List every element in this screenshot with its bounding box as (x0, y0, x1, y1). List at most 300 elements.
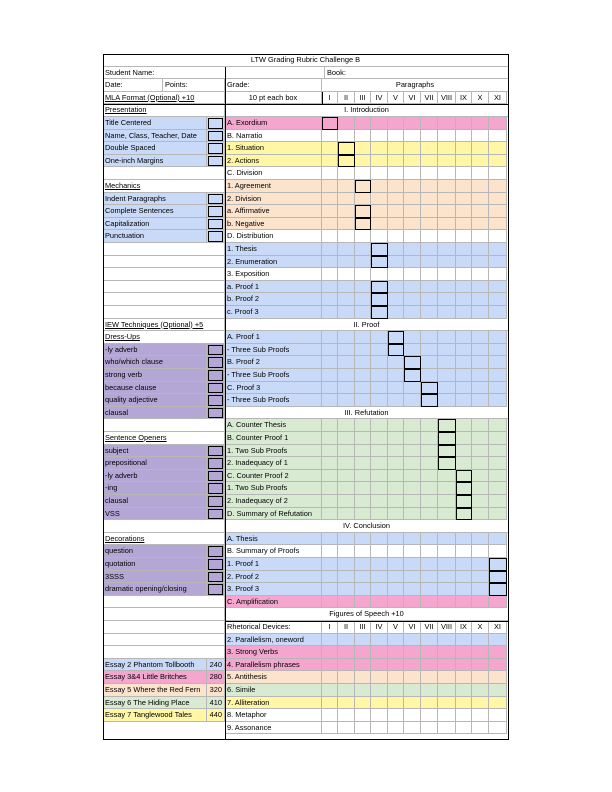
paragraph-score-cell[interactable] (322, 684, 338, 697)
paragraph-score-cell (472, 571, 489, 584)
paragraph-score-cell[interactable] (404, 671, 421, 684)
paragraph-score-cell[interactable] (489, 659, 507, 672)
paragraph-score-cell (388, 293, 404, 306)
left-score-box[interactable] (208, 219, 223, 230)
paragraph-score-cell[interactable] (371, 646, 388, 659)
paragraph-score-cell (355, 243, 371, 256)
paragraph-score-box[interactable] (371, 243, 388, 256)
rubric-criterion: - Three Sub Proofs (225, 394, 322, 407)
paragraph-score-cell (438, 495, 456, 508)
paragraph-score-cell (421, 281, 438, 294)
rubric-criterion: 3. Strong Verbs (225, 646, 322, 659)
paragraph-score-cell (404, 331, 421, 344)
paragraph-score-cell[interactable] (456, 659, 472, 672)
left-score-box[interactable] (208, 471, 223, 482)
paragraph-score-cell[interactable] (338, 634, 355, 647)
date-field[interactable]: Date: (103, 79, 163, 92)
paragraph-score-cell (438, 356, 456, 369)
paragraph-score-cell (404, 419, 421, 432)
paragraph-score-cell[interactable] (456, 709, 472, 722)
left-score-box[interactable] (208, 559, 223, 570)
paragraph-score-cell[interactable] (355, 671, 371, 684)
paragraph-score-box[interactable] (489, 583, 507, 596)
paragraph-score-box[interactable] (438, 419, 456, 432)
left-rubric-item: Capitalization (103, 218, 207, 231)
left-score-box[interactable] (208, 584, 223, 595)
left-rubric-item (103, 419, 225, 432)
paragraph-score-cell (438, 369, 456, 382)
paragraph-score-cell[interactable] (421, 659, 438, 672)
paragraph-score-cell[interactable] (421, 722, 438, 735)
left-score-box[interactable] (208, 446, 223, 457)
paragraph-score-box[interactable] (456, 495, 472, 508)
paragraph-score-cell (489, 445, 507, 458)
paragraph-score-cell (489, 394, 507, 407)
paragraph-score-cell[interactable] (322, 634, 338, 647)
paragraph-score-cell[interactable] (371, 671, 388, 684)
paragraph-column-header: VII (421, 92, 438, 105)
rubric-criterion: 2. Parallelism, oneword (225, 634, 322, 647)
paragraph-score-cell (421, 344, 438, 357)
essay-name: Essay 6 The Hiding Place (103, 697, 207, 710)
paragraph-score-cell (322, 306, 338, 319)
paragraph-score-cell[interactable] (371, 722, 388, 735)
paragraph-score-box[interactable] (404, 369, 421, 382)
paragraph-score-cell (456, 193, 472, 206)
left-score-box[interactable] (208, 345, 223, 356)
rubric-criterion: 1. Two Sub Proofs (225, 445, 322, 458)
paragraph-score-cell[interactable] (322, 659, 338, 672)
paragraph-score-cell[interactable] (438, 634, 456, 647)
paragraph-score-cell[interactable] (388, 684, 404, 697)
paragraph-score-cell[interactable] (438, 684, 456, 697)
paragraph-score-cell[interactable] (388, 659, 404, 672)
paragraph-score-cell (371, 218, 388, 231)
paragraph-score-cell[interactable] (355, 659, 371, 672)
book-field[interactable]: Book: (325, 67, 509, 80)
paragraph-score-cell (456, 306, 472, 319)
paragraph-score-cell (404, 495, 421, 508)
paragraph-score-cell (472, 142, 489, 155)
paragraph-score-cell (388, 545, 404, 558)
paragraph-score-cell (355, 445, 371, 458)
paragraph-score-cell (388, 193, 404, 206)
paragraph-score-cell (371, 356, 388, 369)
paragraph-score-cell (404, 230, 421, 243)
paragraph-score-cell[interactable] (388, 646, 404, 659)
rubric-criterion: A. Thesis (225, 533, 322, 546)
paragraph-score-cell (404, 571, 421, 584)
left-score-box[interactable] (208, 370, 223, 381)
paragraph-score-box[interactable] (338, 155, 355, 168)
paragraph-score-cell (322, 419, 338, 432)
paragraph-score-cell (438, 482, 456, 495)
paragraph-score-cell[interactable] (472, 697, 489, 710)
paragraph-score-cell[interactable] (421, 646, 438, 659)
rubric-criterion: 2. Inadequacy of 2 (225, 495, 322, 508)
paragraph-score-cell (472, 243, 489, 256)
paragraph-score-cell (322, 193, 338, 206)
rubric-criterion: 2. Actions (225, 155, 322, 168)
left-rubric-item: Sentence Openers (103, 432, 225, 445)
paragraph-score-box[interactable] (388, 344, 404, 357)
paragraph-score-cell (355, 356, 371, 369)
paragraph-score-cell (371, 508, 388, 521)
left-rubric-item: Presentation (103, 104, 225, 117)
left-rubric-item: Title Centered (103, 117, 207, 130)
left-rubric-item: because clause (103, 382, 207, 395)
paragraph-score-cell (489, 596, 507, 609)
paragraph-score-cell (355, 571, 371, 584)
left-rubric-item: One-inch Margins (103, 155, 207, 168)
paragraph-score-cell[interactable] (322, 646, 338, 659)
paragraph-score-cell[interactable] (438, 646, 456, 659)
paragraph-score-cell[interactable] (338, 697, 355, 710)
paragraph-score-cell (421, 243, 438, 256)
paragraph-score-box[interactable] (355, 218, 371, 231)
paragraph-score-cell (438, 583, 456, 596)
paragraph-score-cell (371, 419, 388, 432)
paragraph-score-cell (322, 293, 338, 306)
paragraph-score-cell[interactable] (489, 684, 507, 697)
paragraph-score-cell (489, 331, 507, 344)
paragraph-score-cell (456, 256, 472, 269)
figures-column-header: IX (456, 621, 472, 634)
paragraph-score-cell[interactable] (489, 646, 507, 659)
paragraph-score-cell[interactable] (371, 684, 388, 697)
paragraph-score-cell[interactable] (472, 684, 489, 697)
paragraph-score-cell[interactable] (404, 634, 421, 647)
paragraph-score-cell (472, 117, 489, 130)
paragraph-score-cell[interactable] (355, 684, 371, 697)
rubric-criterion: - Three Sub Proofs (225, 369, 322, 382)
paragraph-score-cell (421, 331, 438, 344)
paragraph-column-header: X (472, 92, 489, 105)
rubric-criterion: 4. Parallelism phrases (225, 659, 322, 672)
paragraph-score-box[interactable] (371, 306, 388, 319)
paragraph-score-cell[interactable] (472, 659, 489, 672)
paragraph-score-cell[interactable] (472, 646, 489, 659)
left-score-box[interactable] (208, 408, 223, 419)
paragraph-score-cell (338, 470, 355, 483)
grade-field[interactable]: Grade: (225, 79, 322, 92)
paragraph-score-cell[interactable] (338, 684, 355, 697)
paragraph-score-cell (388, 457, 404, 470)
paragraph-score-cell[interactable] (421, 671, 438, 684)
paragraph-score-cell (472, 457, 489, 470)
paragraph-score-cell[interactable] (421, 697, 438, 710)
left-rubric-item (103, 596, 225, 609)
paragraph-score-cell (388, 142, 404, 155)
paragraph-column-header: XI (489, 92, 507, 105)
paragraph-score-cell (355, 369, 371, 382)
paragraph-score-cell[interactable] (489, 697, 507, 710)
left-score-box[interactable] (208, 509, 223, 520)
left-score-box[interactable] (208, 156, 223, 167)
paragraph-score-cell (472, 508, 489, 521)
paragraph-score-cell (456, 117, 472, 130)
paragraph-score-box[interactable] (322, 117, 338, 130)
left-score-box[interactable] (208, 496, 223, 507)
paragraph-score-cell[interactable] (338, 646, 355, 659)
paragraph-score-cell[interactable] (472, 634, 489, 647)
paragraph-score-cell[interactable] (404, 709, 421, 722)
paragraph-score-cell[interactable] (404, 722, 421, 735)
paragraph-score-cell (438, 331, 456, 344)
paragraph-score-cell (338, 432, 355, 445)
paragraph-score-box[interactable] (371, 281, 388, 294)
paragraph-score-cell (421, 180, 438, 193)
paragraph-score-cell[interactable] (355, 722, 371, 735)
paragraph-score-cell[interactable] (489, 671, 507, 684)
paragraph-score-cell[interactable] (489, 634, 507, 647)
student-name-field[interactable]: Student Name: (103, 67, 325, 80)
paragraph-score-cell (404, 445, 421, 458)
left-rubric-item: 3SSS (103, 571, 207, 584)
paragraph-score-cell (472, 583, 489, 596)
paragraph-score-cell[interactable] (456, 722, 472, 735)
paragraph-score-cell (388, 445, 404, 458)
paragraph-score-cell (338, 596, 355, 609)
rubric-criterion: 3. Exposition (225, 268, 322, 281)
paragraph-score-box[interactable] (489, 571, 507, 584)
left-score-box[interactable] (208, 194, 223, 205)
paragraph-score-box[interactable] (456, 508, 472, 521)
paragraph-score-cell (388, 482, 404, 495)
paragraph-score-box[interactable] (421, 382, 438, 395)
paragraph-score-cell[interactable] (456, 671, 472, 684)
paragraph-score-cell (421, 470, 438, 483)
paragraph-score-cell (338, 419, 355, 432)
left-rubric-item: VSS (103, 508, 207, 521)
paragraph-score-cell (388, 281, 404, 294)
paragraph-score-cell[interactable] (438, 709, 456, 722)
paragraph-score-cell (338, 205, 355, 218)
paragraph-score-cell (421, 583, 438, 596)
paragraph-score-cell (489, 256, 507, 269)
paragraph-score-cell (421, 369, 438, 382)
paragraph-score-cell[interactable] (371, 659, 388, 672)
paragraph-score-cell[interactable] (472, 671, 489, 684)
left-score-box[interactable] (208, 546, 223, 557)
paragraph-score-cell (421, 356, 438, 369)
paragraph-score-cell (322, 281, 338, 294)
paragraph-score-cell (456, 218, 472, 231)
paragraph-score-cell (472, 256, 489, 269)
paragraph-score-cell (421, 293, 438, 306)
paragraph-score-cell[interactable] (438, 659, 456, 672)
left-score-box[interactable] (208, 395, 223, 406)
paragraph-score-cell (472, 306, 489, 319)
paragraph-score-box[interactable] (456, 482, 472, 495)
paragraph-score-cell[interactable] (438, 671, 456, 684)
paragraph-score-box[interactable] (355, 205, 371, 218)
left-score-box[interactable] (208, 383, 223, 394)
paragraph-score-cell (404, 205, 421, 218)
paragraph-score-cell (338, 218, 355, 231)
paragraph-score-cell (355, 130, 371, 143)
paragraph-score-cell (371, 495, 388, 508)
section-heading: II. Proof (225, 319, 509, 332)
paragraph-score-cell[interactable] (472, 709, 489, 722)
paragraph-score-cell (472, 230, 489, 243)
paragraph-score-cell[interactable] (438, 722, 456, 735)
paragraph-score-cell[interactable] (489, 722, 507, 735)
paragraph-score-cell (371, 344, 388, 357)
paragraph-score-cell[interactable] (404, 659, 421, 672)
paragraph-score-cell (489, 533, 507, 546)
essay-name: Essay 3&4 Little Britches (103, 671, 207, 684)
paragraph-score-cell[interactable] (338, 722, 355, 735)
rubric-criterion: 2. Inadequacy of 1 (225, 457, 322, 470)
paragraph-score-box[interactable] (338, 142, 355, 155)
paragraph-score-cell (456, 457, 472, 470)
left-rubric-item: question (103, 545, 207, 558)
paragraph-score-cell (456, 583, 472, 596)
rubric-criterion: 2. Enumeration (225, 256, 322, 269)
paragraph-score-cell[interactable] (371, 709, 388, 722)
paragraph-score-box[interactable] (355, 180, 371, 193)
paragraph-score-cell[interactable] (322, 722, 338, 735)
paragraph-score-cell (438, 344, 456, 357)
paragraph-column-header: I (322, 92, 338, 105)
paragraph-score-cell (322, 356, 338, 369)
paragraph-score-cell (421, 268, 438, 281)
rubric-criterion: a. Affirmative (225, 205, 322, 218)
rubric-criterion: D. Distribution (225, 230, 322, 243)
paragraph-score-cell[interactable] (421, 684, 438, 697)
paragraph-score-cell (456, 155, 472, 168)
paragraph-score-box[interactable] (489, 558, 507, 571)
paragraph-score-cell[interactable] (338, 709, 355, 722)
paragraph-score-cell (322, 256, 338, 269)
left-score-box[interactable] (208, 357, 223, 368)
paragraph-score-cell (371, 369, 388, 382)
paragraph-score-cell (322, 218, 338, 231)
paragraph-score-cell[interactable] (388, 722, 404, 735)
paragraph-score-cell (472, 558, 489, 571)
paragraph-score-box[interactable] (438, 457, 456, 470)
paragraph-score-cell[interactable] (472, 722, 489, 735)
paragraph-score-cell (472, 495, 489, 508)
paragraph-score-cell[interactable] (438, 697, 456, 710)
paragraph-score-cell[interactable] (456, 634, 472, 647)
paragraph-score-cell (338, 445, 355, 458)
paragraph-score-cell (338, 369, 355, 382)
paragraph-score-cell (489, 218, 507, 231)
paragraph-score-box[interactable] (438, 445, 456, 458)
paragraph-score-cell (371, 470, 388, 483)
paragraph-score-cell (456, 596, 472, 609)
paragraph-score-cell[interactable] (371, 697, 388, 710)
paragraph-score-cell[interactable] (355, 646, 371, 659)
paragraph-score-cell (355, 495, 371, 508)
paragraph-score-cell (338, 117, 355, 130)
rubric-criterion: A. Proof 1 (225, 331, 322, 344)
left-score-box[interactable] (208, 118, 223, 129)
left-score-box[interactable] (208, 131, 223, 142)
paragraph-score-box[interactable] (421, 394, 438, 407)
grading-rubric-sheet (103, 54, 509, 740)
left-score-box[interactable] (208, 458, 223, 469)
left-score-box[interactable] (208, 206, 223, 217)
paragraph-score-cell[interactable] (355, 634, 371, 647)
paragraph-score-cell (371, 571, 388, 584)
paragraph-score-cell[interactable] (404, 697, 421, 710)
paragraph-score-cell[interactable] (404, 646, 421, 659)
paragraph-score-cell[interactable] (456, 646, 472, 659)
paragraph-score-cell[interactable] (456, 684, 472, 697)
paragraph-score-cell (472, 344, 489, 357)
paragraph-score-cell[interactable] (388, 634, 404, 647)
paragraph-score-cell[interactable] (338, 671, 355, 684)
figures-column-header: X (472, 621, 489, 634)
paragraph-score-cell (456, 230, 472, 243)
paragraph-score-box[interactable] (404, 356, 421, 369)
paragraph-score-box[interactable] (438, 432, 456, 445)
points-field[interactable]: Points: (163, 79, 225, 92)
paragraph-score-cell[interactable] (371, 634, 388, 647)
grid-divider (225, 67, 226, 740)
paragraph-score-cell (371, 445, 388, 458)
paragraph-score-cell[interactable] (338, 659, 355, 672)
paragraph-score-cell (456, 344, 472, 357)
paragraph-score-cell (338, 571, 355, 584)
paragraph-score-box[interactable] (456, 470, 472, 483)
left-score-box[interactable] (208, 231, 223, 242)
paragraph-score-cell (489, 293, 507, 306)
paragraph-score-cell (472, 155, 489, 168)
paragraph-score-cell (421, 495, 438, 508)
paragraph-score-cell (371, 533, 388, 546)
left-score-box[interactable] (208, 143, 223, 154)
paragraph-score-cell (322, 470, 338, 483)
paragraph-score-cell (388, 419, 404, 432)
paragraph-score-cell[interactable] (322, 709, 338, 722)
paragraph-score-cell[interactable] (421, 634, 438, 647)
paragraph-score-cell (421, 445, 438, 458)
paragraph-score-cell (456, 545, 472, 558)
paragraph-score-cell (472, 482, 489, 495)
paragraph-score-cell (338, 495, 355, 508)
paragraph-score-cell[interactable] (355, 709, 371, 722)
left-rubric-item: -ly adverb (103, 344, 207, 357)
paragraph-score-box[interactable] (371, 256, 388, 269)
left-rubric-item: prepositional (103, 457, 207, 470)
paragraph-score-cell (338, 394, 355, 407)
paragraph-score-cell[interactable] (322, 697, 338, 710)
paragraph-score-cell[interactable] (388, 671, 404, 684)
paragraph-score-cell[interactable] (322, 671, 338, 684)
paragraph-score-cell[interactable] (388, 709, 404, 722)
paragraph-score-cell[interactable] (489, 709, 507, 722)
paragraph-score-cell (472, 180, 489, 193)
paragraph-score-cell[interactable] (404, 684, 421, 697)
rubric-criterion: 7. Alliteration (225, 697, 322, 710)
paragraph-score-cell (404, 117, 421, 130)
paragraph-score-cell (438, 281, 456, 294)
paragraph-score-cell[interactable] (421, 709, 438, 722)
paragraph-score-box[interactable] (388, 331, 404, 344)
left-score-box[interactable] (208, 572, 223, 583)
paragraph-score-cell[interactable] (456, 697, 472, 710)
paragraph-score-cell[interactable] (388, 697, 404, 710)
paragraph-score-cell (355, 482, 371, 495)
paragraph-score-box[interactable] (371, 293, 388, 306)
paragraph-score-cell[interactable] (355, 697, 371, 710)
rubric-criterion: 1. Thesis (225, 243, 322, 256)
left-score-box[interactable] (208, 483, 223, 494)
